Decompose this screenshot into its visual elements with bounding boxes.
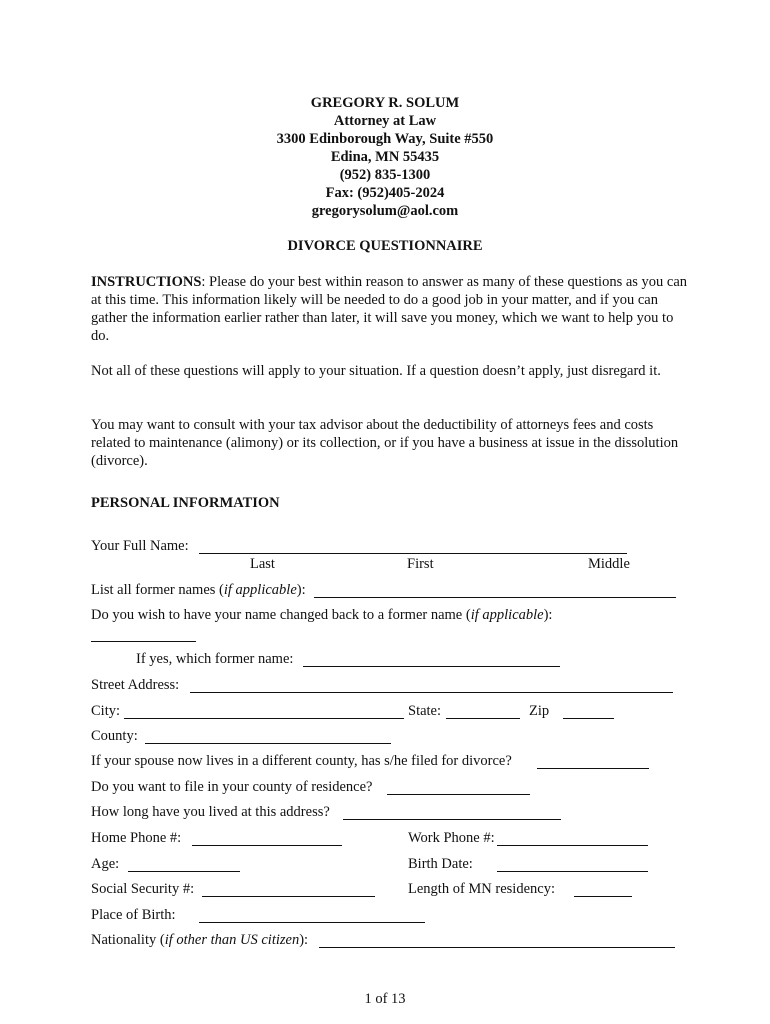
zip-field[interactable]	[563, 704, 614, 719]
name-change-field[interactable]	[91, 627, 196, 642]
home-phone-label: Home Phone #:	[91, 830, 182, 846]
email: gregorysolum@aol.com	[311, 203, 459, 219]
document-title: DIVORCE QUESTIONNAIRE	[287, 238, 483, 254]
attorney-name: GREGORY R. SOLUM	[310, 95, 460, 111]
birth-date-field[interactable]	[497, 857, 648, 872]
middle-name-caption: Middle	[588, 556, 630, 572]
ssn-label: Social Security #:	[91, 881, 195, 897]
file-county-field[interactable]	[387, 780, 530, 795]
mn-residency-field[interactable]	[574, 882, 632, 897]
county-field[interactable]	[145, 729, 391, 744]
instructions-paragraph	[91, 273, 691, 345]
street-address-label: Street Address:	[91, 677, 180, 693]
full-name-field[interactable]	[199, 539, 627, 554]
ssn-field[interactable]	[202, 882, 375, 897]
city-field[interactable]	[124, 704, 404, 719]
which-former-name-field[interactable]	[303, 652, 560, 667]
county-label: County:	[91, 728, 138, 744]
mn-residency-label: Length of MN residency:	[408, 881, 555, 897]
fax: Fax: (952)405-2024	[325, 185, 445, 201]
birth-date-label: Birth Date:	[408, 856, 473, 872]
nationality-field[interactable]	[319, 933, 675, 948]
last-name-caption: Last	[250, 556, 275, 572]
spouse-county-label: If your spouse now lives in a different county, has s/he filed for divorce?	[91, 753, 512, 769]
state-label: State:	[408, 703, 442, 719]
address-line-2: Edina, MN 55435	[330, 149, 440, 165]
birth-place-label: Place of Birth:	[91, 907, 176, 923]
section-title: PERSONAL INFORMATION	[91, 495, 280, 511]
street-address-field[interactable]	[190, 678, 673, 693]
page-number: 1 of 13	[364, 991, 406, 1007]
age-field[interactable]	[128, 857, 240, 872]
city-label: City:	[91, 703, 121, 719]
full-name-label: Your Full Name:	[91, 538, 189, 554]
instructions-text: : Please do your best within reason to answer as many of these questions as you can at this time. This information likely will be needed to do a good job in your matter, and if you can gather the information earlier rather than later, it will save you money, which we want to help you to do.	[91, 274, 688, 344]
work-phone-label: Work Phone #:	[408, 830, 495, 846]
zip-label: Zip	[529, 703, 550, 719]
first-name-caption: First	[407, 556, 434, 572]
work-phone-field[interactable]	[497, 831, 648, 846]
file-county-label: Do you want to file in your county of residence?	[91, 779, 373, 795]
nationality-label: Nationality (if other than US citizen):	[91, 932, 309, 948]
instructions-paragraph-3: You may want to consult with your tax advisor about the deductibility of attorneys fees and costs related to maintenance (alimony) or its collection, or if you have a business at issue in the dissolution (divorce).	[91, 417, 679, 469]
former-names-label: List all former names (if applicable):	[91, 582, 306, 598]
which-former-name-label: If yes, which former name:	[136, 651, 294, 667]
spouse-county-field[interactable]	[537, 754, 649, 769]
address-line-1: 3300 Edinborough Way, Suite #550	[276, 131, 494, 147]
instructions-paragraph-2: Not all of these questions will apply to your situation. If a question doesn’t apply, just disregard it.	[91, 363, 661, 379]
how-long-field[interactable]	[343, 805, 561, 820]
birth-place-field[interactable]	[199, 908, 425, 923]
name-change-label: Do you wish to have your name changed back to a former name (if applicable):	[91, 607, 553, 623]
home-phone-field[interactable]	[192, 831, 342, 846]
how-long-label: How long have you lived at this address?	[91, 804, 330, 820]
age-label: Age:	[91, 856, 120, 872]
instructions-label: INSTRUCTIONS	[91, 274, 202, 290]
state-field[interactable]	[446, 704, 520, 719]
attorney-title: Attorney at Law	[333, 113, 437, 129]
former-names-field[interactable]	[314, 583, 676, 598]
phone: (952) 835-1300	[339, 167, 431, 183]
